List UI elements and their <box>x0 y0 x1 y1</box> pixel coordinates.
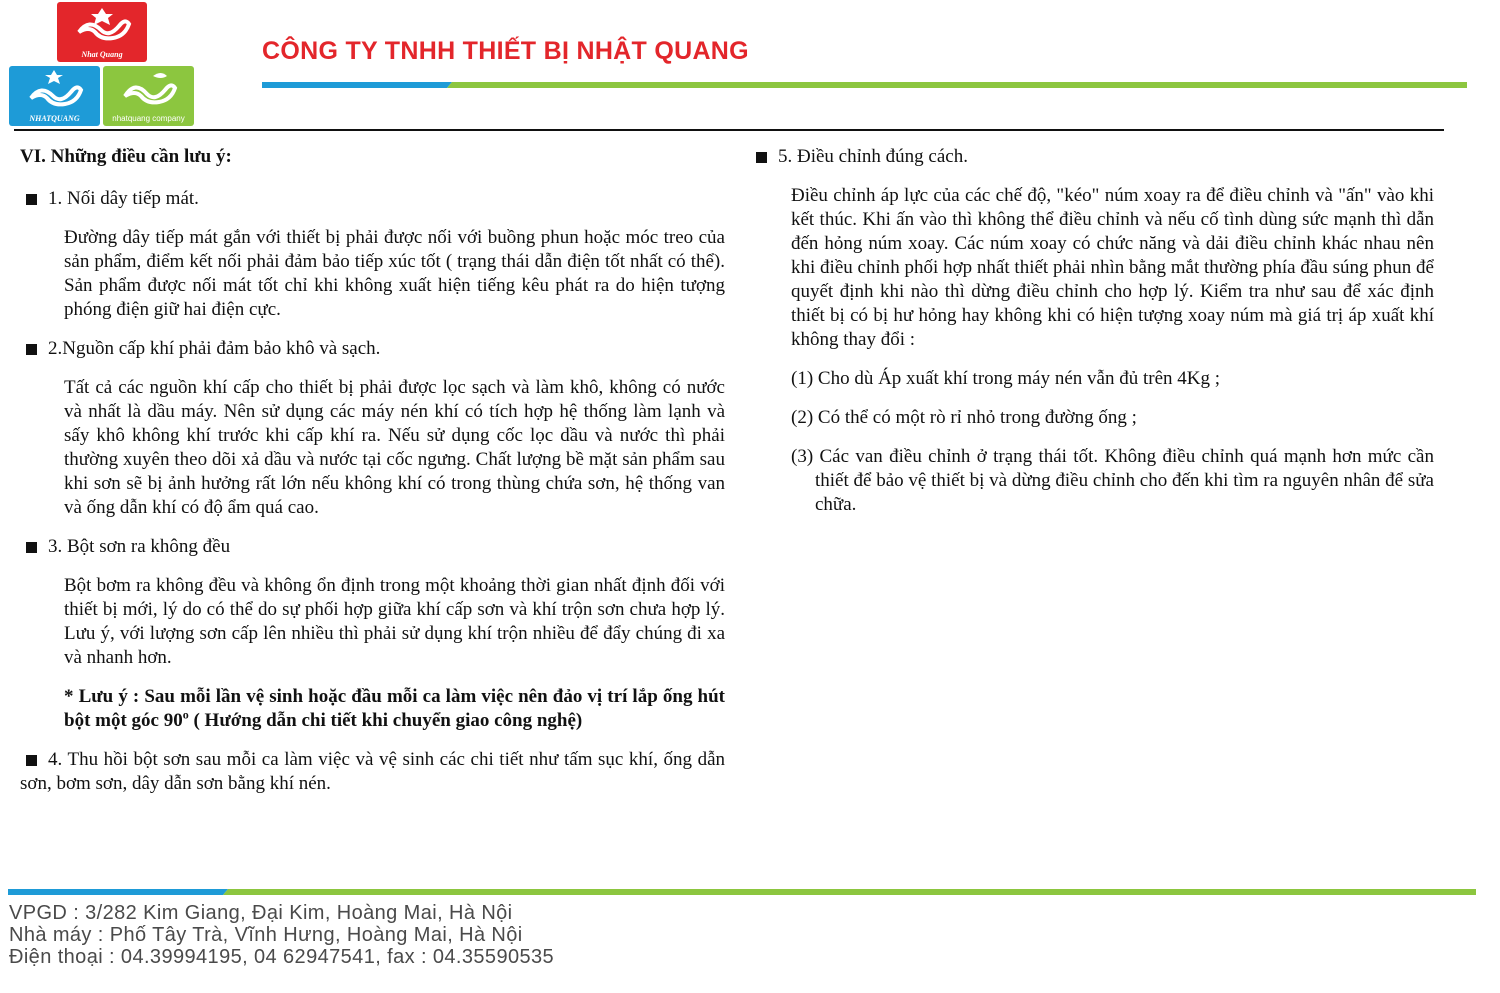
logo-nhat-quang-red <box>57 2 147 62</box>
logo-caption: Nhat Quang <box>81 50 123 59</box>
header-divider <box>14 129 1444 131</box>
item-3-body: Bột bơm ra không đều và không ổn định trong một khoảng thời gian nhất định đối với thiết bị mới, lý do có thể do sự phối hợp giữa khí cấp sơn và khí trộn sơn chưa hợp lý. Lưu ý, với lượng sơn cấp lên nhiều thì phải sử dụng khí trộn nhiều để đẩy chúng đi xa và nhanh hơn. <box>64 575 725 668</box>
check-item-2: (2) Có thể có một rò rỉ nhỏ trong đường ống ; <box>791 407 1137 428</box>
header-stripe <box>262 82 1467 88</box>
maintenance-note: * Lưu ý : Sau mỗi lần vệ sinh hoặc đầu mỗi ca làm việc nên đảo vị trí lắp ống hút bột một góc 90$^o$ ( Hướng dẫn chi tiết khi chuyển giao công nghệ) <box>64 686 725 731</box>
check-item-3: (3) Các van điều chỉnh ở trạng thái tốt. Không điều chỉnh quá mạnh hơn mức cần thiết để bảo vệ thiết bị và dừng điều chỉnh cho đến khi tìm ra nguyên nhân để sửa chữa. <box>791 446 1434 515</box>
nhat-quang-logo-icon <box>57 2 147 48</box>
item-2-body: Tất cả các nguồn khí cấp cho thiết bị phải được lọc sạch và làm khô, không có nước và nhất là dầu máy. Nên sử dụng các máy nén khí có tích hợp hệ thống làm lạnh và sấy khô không khí trước khi cấp khí ra. Nếu sử dụng cốc lọc dầu và nước thì phải thường xuyên theo dõi xả dầu và nước tại cốc ngưng. Chất lượng bề mặt sản phẩm sau khi sơn sẽ bị ảnh hưởng rất lớn nếu không khí có trong thùng chứa sơn, hệ thống van và ống dẫn khí có độ ẩm quá cao. <box>64 377 725 518</box>
check-item-1: (1) Cho dù Áp xuất khí trong máy nén vẫn đủ trên 4Kg ; <box>791 368 1221 389</box>
footer-stripe <box>8 889 1476 895</box>
square-bullet-icon <box>26 755 37 766</box>
item-1-body: Đường dây tiếp mát gắn với thiết bị phải được nối với buồng phun hoặc móc treo của sản phẩm, điểm kết nối phải đảm bảo tiếp xúc tốt ( trạng thái dẫn điện tốt nhất có thể). Sản phẩm được nối mát tốt chỉ khi không xuất hiện tiếng kêu phát ra do hiện tượng phóng điện giữ hai điện cực. <box>64 227 725 320</box>
company-name: CÔNG TY TNHH THIẾT BỊ NHẬT QUANG <box>262 37 749 65</box>
left-column <box>20 145 725 796</box>
item-5-body: Điều chỉnh áp lực của các chế độ, "kéo" núm xoay ra để điều chỉnh và "ấn" vào khi kết thúc. Khi ấn vào thì không thể điều chỉnh và nếu cố tình dùng sức mạnh thì dẫn đến hỏng núm xoay. Các núm xoay có chức năng và dải điều chỉnh khác nhau nên khi điều chỉnh phối hợp nhất thiết phải nhìn bằng mắt thường phía đầu súng phun để quyết định khi nào thì dừng điều chỉnh cho hợp lý. Kiểm tra như sau để xác định thiết bị có bị hư hỏng hay không khi có hiện tượng xoay núm mà giá trị áp xuất khí không thay đổi : <box>791 185 1434 350</box>
square-bullet-icon <box>26 344 37 355</box>
item-1-heading: 1. Nối dây tiếp mát. <box>20 187 725 211</box>
footer-contact <box>9 902 909 968</box>
logo-nhat-quang-green <box>103 66 194 126</box>
nhat-quang-logo-icon <box>103 66 194 112</box>
item-3-heading: 3. Bột sơn ra không đều <box>20 535 725 559</box>
square-bullet-icon <box>756 152 767 163</box>
square-bullet-icon <box>26 542 37 553</box>
nhat-quang-logo-icon <box>9 66 100 112</box>
footer-phone: Điện thoại : 04.39994195, 04 62947541, fax : 04.35590535 <box>9 946 555 968</box>
section-title: VI. Những điều cần lưu ý: <box>20 146 232 167</box>
logo-caption: NHATQUANG <box>29 114 80 123</box>
item-2-heading: 2.Nguồn cấp khí phải đảm bảo khô và sạch. <box>20 337 725 361</box>
right-column <box>750 145 1434 532</box>
logo-nhat-quang-blue <box>9 66 100 126</box>
item-4-text: 4. Thu hồi bột sơn sau mỗi ca làm việc và vệ sinh các chi tiết như tấm sục khí, ống dẫn sơn, bơm sơn, dây dẫn sơn bằng khí nén. <box>20 749 725 794</box>
footer-office-address: VPGD : 3/282 Kim Giang, Đại Kim, Hoàng Mai, Hà Nội <box>9 902 513 924</box>
footer-factory-address: Nhà máy : Phố Tây Trà, Vĩnh Hưng, Hoàng Mai, Hà Nội <box>9 924 523 946</box>
item-5-heading: 5. Điều chỉnh đúng cách. <box>750 145 1434 169</box>
square-bullet-icon <box>26 194 37 205</box>
logo-caption: nhatquang company <box>112 114 185 123</box>
